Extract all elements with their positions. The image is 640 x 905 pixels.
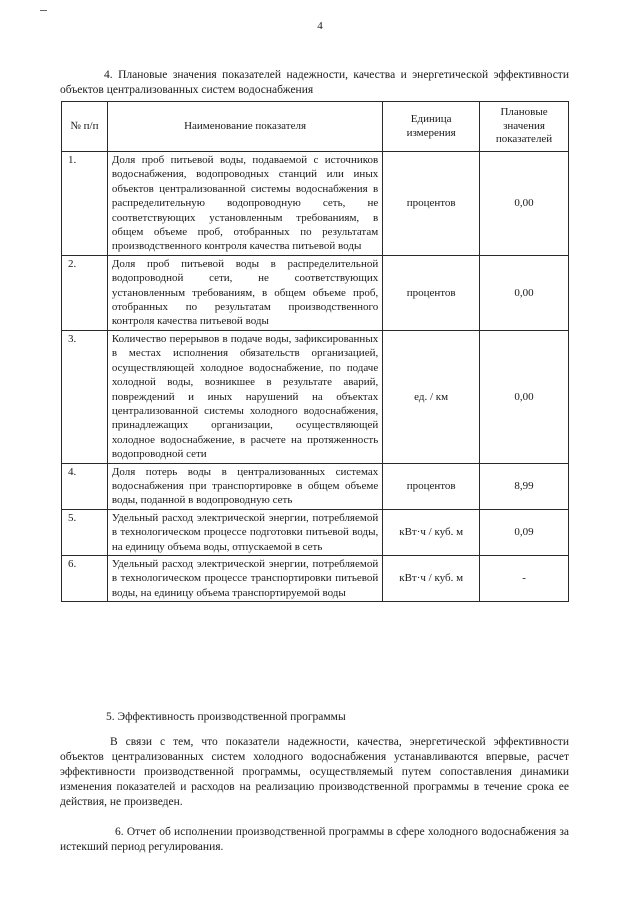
row-name: Удельный расход электрической энергии, потребляемой в технологическом процессе подготовки питьевой воды, на единицу объема воды, отпускаемой в сеть xyxy=(107,509,382,555)
table-row xyxy=(62,555,569,601)
table-row xyxy=(62,152,569,256)
section-4-heading xyxy=(60,68,569,98)
row-unit: процентов xyxy=(383,463,480,509)
scan-mark xyxy=(40,10,47,11)
row-name: Доля потерь воды в централизованных системах водоснабжения при транспортировке в общем объеме воды, поданной в водопроводную сеть xyxy=(107,463,382,509)
row-unit: процентов xyxy=(383,152,480,256)
table-header-row xyxy=(62,102,569,152)
row-name: Доля проб питьевой воды, подаваемой с источников водоснабжения, водопроводных станций или иных объектов централизованной системы водоснабжения в распределительную водопроводную сеть, не соответствующих установленным требованиям, в общем объеме проб, отобранных по результатам производственного контроля качества питьевой воды xyxy=(107,152,382,256)
row-unit: кВт·ч / куб. м xyxy=(383,555,480,601)
row-num: 2. xyxy=(62,255,108,330)
row-num: 6. xyxy=(62,555,108,601)
row-num: 1. xyxy=(62,152,108,256)
page-number: 4 xyxy=(317,20,323,32)
row-name: Доля проб питьевой воды в распределительной водопроводной сети, не соответствующих установленным требованиям, в общем объеме проб, отобранных по результатам производственного контроля качества питьевой воды xyxy=(107,255,382,330)
row-value: 8,99 xyxy=(480,463,569,509)
row-unit: процентов xyxy=(383,255,480,330)
row-num: 4. xyxy=(62,463,108,509)
header-value: Плановые значения показателей xyxy=(480,102,569,152)
row-num: 3. xyxy=(62,330,108,463)
section-4-heading-text: 4. Плановые значения показателей надежности, качества и энергетической эффективности объектов централизованных систем водоснабжения xyxy=(60,69,569,96)
table-row xyxy=(62,255,569,330)
row-num: 5. xyxy=(62,509,108,555)
row-name: Удельный расход электрической энергии, потребляемой в технологическом процессе транспортировки питьевой воды, на единицу объема транспортируемой воды xyxy=(107,555,382,601)
table-row xyxy=(62,330,569,463)
row-value: 0,09 xyxy=(480,509,569,555)
row-unit: кВт·ч / куб. м xyxy=(383,509,480,555)
row-value: - xyxy=(480,555,569,601)
section-5-body: В связи с тем, что показатели надежности, качества, энергетической эффективности объектов централизованных систем холодного водоснабжения устанавливаются впервые, расчет эффективности производственной программы, осуществляемый путем сопоставления динамики изменения показателей и расходов на реализацию производственной программы в течение срока ее действия, не произведен. xyxy=(60,736,569,808)
section-6-text: 6. Отчет об исполнении производственной программы в сфере холодного водоснабжения за истекший период регулирования. xyxy=(60,826,569,853)
header-num: № п/п xyxy=(62,102,108,152)
header-name: Наименование показателя xyxy=(107,102,382,152)
section-5-heading: 5. Эффективность производственной программы xyxy=(106,711,346,723)
row-value: 0,00 xyxy=(480,152,569,256)
header-unit: Единица измерения xyxy=(383,102,480,152)
row-value: 0,00 xyxy=(480,330,569,463)
table-row xyxy=(62,509,569,555)
indicators-table xyxy=(61,101,569,602)
row-unit: ед. / км xyxy=(383,330,480,463)
table-row xyxy=(62,463,569,509)
row-value: 0,00 xyxy=(480,255,569,330)
row-name: Количество перерывов в подаче воды, зафиксированных в местах исполнения обязательств организацией, осуществляющей холодное водоснабжение, по подаче холодной воды, возникшее в результате аварий, повреждений и иных нарушений на объектах централизованной системы холодного водоснабжения, принадлежащих организации, осуществляющей холодное водоснабжение, в расчете на протяженность водопроводной сети xyxy=(107,330,382,463)
